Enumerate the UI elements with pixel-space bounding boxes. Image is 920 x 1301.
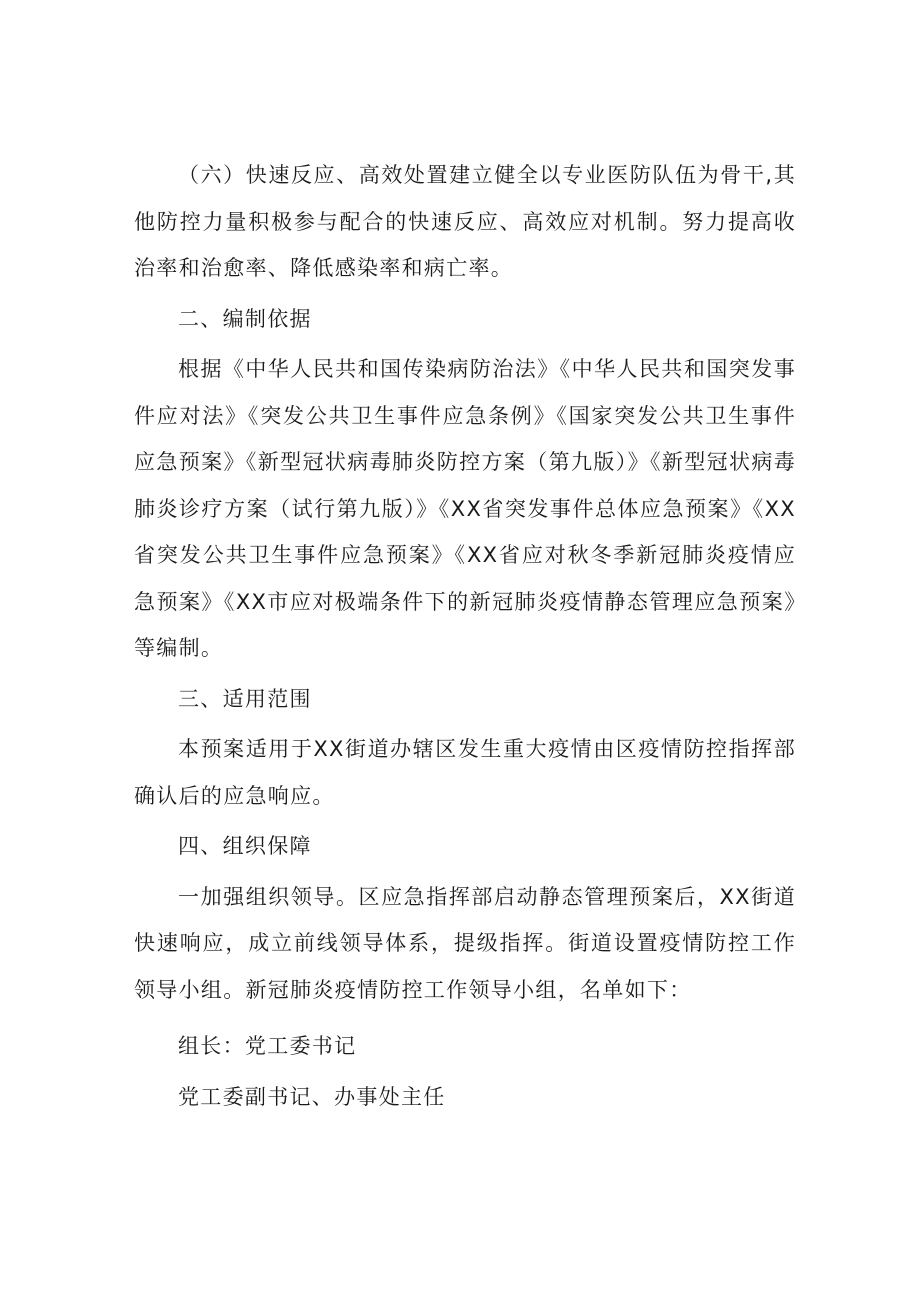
group-leader-line: 组长：党工委书记	[178, 1034, 357, 1058]
deputy-line: 党工委副书记、办事处主任	[178, 1084, 446, 1109]
heading-scope: 三、适用范围	[178, 686, 312, 711]
heading-organization: 四、组织保障	[178, 834, 312, 858]
document-body	[134, 152, 796, 1120]
paragraph-rapid-response: （六）快速反应、高效处置建立健全以专业医防队伍为骨干,其他防控力量积极参与配合的快速反应、高效应对机制。努力提高收治率和治愈率、降低感染率和病亡率。	[134, 163, 796, 280]
paragraph-basis: 根据《中华人民共和国传染病防治法》《中华人民共和国突发事件应对法》《突发公共卫生事件应急条例》《国家突发公共卫生事件应急预案》《新型冠状病毒肺炎防控方案（第九版）》《新型冠状病毒肺炎诊疗方案（试行第九版）》《XX省突发事件总体应急预案》《XX省突发公共卫生事件应急预案》《XX省应对秋冬季新冠肺炎疫情应急预案》《XX市应对极端条件下的新冠肺炎疫情静态管理应急预案》等编制。	[134, 357, 796, 660]
paragraph-scope: 本预案适用于XX街道办辖区发生重大疫情由区疫情防控指挥部确认后的应急响应。	[134, 737, 796, 808]
paragraph-organization: 一加强组织领导。区应急指挥部启动静态管理预案后，XX街道快速响应，成立前线领导体系，提级指挥。街道设置疫情防控工作领导小组。新冠肺炎疫情防控工作领导小组，名单如下：	[134, 884, 796, 1002]
heading-compilation-basis: 二、编制依据	[178, 306, 312, 331]
